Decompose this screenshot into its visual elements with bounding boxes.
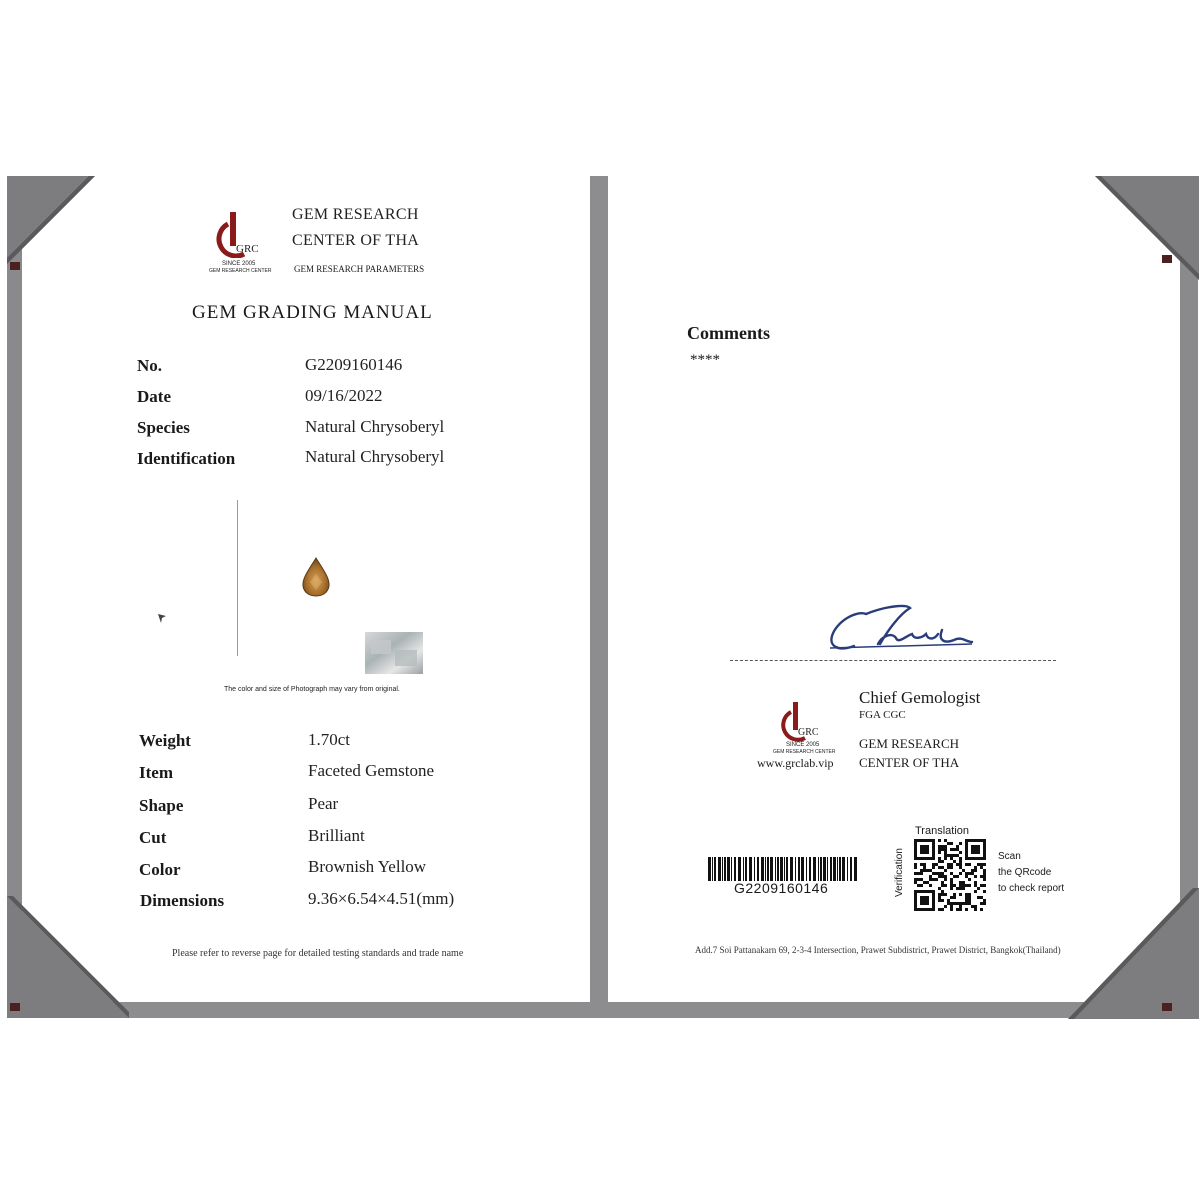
- qr-module: [938, 908, 941, 911]
- qr-module: [977, 896, 980, 899]
- qr-module: [959, 881, 962, 884]
- org-sub-line: GEM RESEARCH PARAMETERS: [294, 264, 425, 274]
- qr-module: [914, 872, 917, 875]
- qr-module: [938, 851, 941, 854]
- field-label-species: Species: [137, 418, 190, 437]
- qr-module: [983, 890, 986, 893]
- qr-module: [950, 842, 953, 845]
- qr-scan-line2: the QRcode: [998, 867, 1052, 878]
- binding-mark: [10, 1003, 20, 1011]
- qr-module: [953, 860, 956, 863]
- qr-module: [950, 857, 953, 860]
- qr-module: [938, 872, 941, 875]
- barcode-bar: [724, 857, 726, 881]
- qr-module: [935, 878, 938, 881]
- qr-finder-module: [920, 896, 929, 905]
- qr-verification-label: Verification: [894, 848, 905, 897]
- field-value-weight: 1.70ct: [308, 730, 351, 749]
- qr-module: [962, 902, 965, 905]
- field-value-identification: Natural Chrysoberyl: [305, 447, 445, 466]
- barcode-bar: [731, 857, 732, 881]
- barcode-bar: [714, 857, 716, 881]
- barcode-bar: [749, 857, 752, 881]
- qr-module: [959, 866, 962, 869]
- qr-module: [929, 869, 932, 872]
- qr-module: [980, 866, 983, 869]
- qr-module: [965, 872, 968, 875]
- qr-module: [938, 896, 941, 899]
- field-label-no: No.: [137, 356, 163, 375]
- qr-module: [950, 872, 953, 875]
- qr-module: [983, 899, 986, 902]
- qr-module: [920, 869, 923, 872]
- qr-module: [941, 908, 944, 911]
- qr-module: [965, 899, 968, 902]
- qr-module: [950, 863, 953, 866]
- barcode-bar: [734, 857, 736, 881]
- qr-module: [941, 890, 944, 893]
- field-value-cut: Brilliant: [308, 826, 365, 845]
- barcode-bar: [801, 857, 804, 881]
- qr-module: [938, 899, 941, 902]
- qr-module: [965, 908, 968, 911]
- barcode-bar: [777, 857, 779, 881]
- qr-finder-module: [920, 845, 929, 854]
- grc-logo-small: [779, 700, 823, 744]
- signer-credentials: FGA CGC: [859, 709, 906, 721]
- barcode-bar: [818, 857, 819, 881]
- barcode-bar: [761, 857, 764, 881]
- field-label-date: Date: [137, 387, 171, 406]
- qr-module: [941, 848, 944, 851]
- qr-module: [926, 881, 929, 884]
- qr-module: [962, 887, 965, 890]
- qr-module: [968, 899, 971, 902]
- field-label-dimensions: Dimensions: [140, 891, 225, 910]
- qr-module: [974, 884, 977, 887]
- qr-module: [935, 863, 938, 866]
- qr-module: [962, 881, 965, 884]
- qr-module: [938, 893, 941, 896]
- qr-module: [932, 872, 935, 875]
- field-label-cut: Cut: [139, 828, 167, 847]
- comments-text: ****: [690, 352, 720, 368]
- qr-module: [938, 866, 941, 869]
- barcode-bar: [809, 857, 811, 881]
- qr-module: [956, 887, 959, 890]
- qr-module: [974, 908, 977, 911]
- qr-module: [977, 887, 980, 890]
- field-label-item: Item: [139, 763, 173, 782]
- barcode-bar: [850, 857, 852, 881]
- qr-module: [980, 902, 983, 905]
- barcode-bar: [842, 857, 845, 881]
- qr-module: [914, 866, 917, 869]
- signer-title: Chief Gemologist: [859, 688, 981, 707]
- qr-module: [983, 863, 986, 866]
- qr-module: [917, 872, 920, 875]
- qr-module: [941, 845, 944, 848]
- qr-module: [974, 875, 977, 878]
- barcode-bar: [854, 857, 857, 881]
- barcode-bar: [743, 857, 744, 881]
- qr-module: [932, 866, 935, 869]
- qr-module: [959, 908, 962, 911]
- signature: [826, 600, 976, 656]
- barcode-number: G2209160146: [734, 880, 829, 896]
- qr-module: [983, 878, 986, 881]
- qr-module: [953, 893, 956, 896]
- qr-module: [980, 863, 983, 866]
- qr-module: [971, 905, 974, 908]
- binding-mark: [1162, 255, 1172, 263]
- barcode-bar: [833, 857, 836, 881]
- qr-module: [959, 884, 962, 887]
- barcode-bar: [790, 857, 793, 881]
- qr-module: [923, 863, 926, 866]
- qr-scan-line1: Scan: [998, 851, 1021, 862]
- qr-module: [953, 884, 956, 887]
- qr-module: [941, 872, 944, 875]
- grc-logo-small-text: GRC: [798, 727, 819, 738]
- qr-module: [974, 905, 977, 908]
- qr-module: [974, 890, 977, 893]
- barcode-bar: [712, 857, 713, 881]
- barcode-bar: [770, 857, 773, 881]
- qr-module: [953, 854, 956, 857]
- qr-module: [968, 878, 971, 881]
- barcode-bar: [823, 857, 826, 881]
- qr-module: [923, 881, 926, 884]
- signature-line: [730, 660, 1056, 661]
- qr-module: [950, 902, 953, 905]
- signer-org-line2: CENTER OF THA: [859, 755, 960, 770]
- logo-center-name-small: GEM RESEARCH CENTER: [773, 749, 836, 755]
- org-name-line1: GEM RESEARCH: [292, 206, 419, 223]
- qr-module: [938, 848, 941, 851]
- qr-module: [968, 872, 971, 875]
- qr-module: [950, 848, 953, 851]
- qr-module: [941, 884, 944, 887]
- qr-module: [980, 884, 983, 887]
- logo-since: SINCE 2005: [222, 261, 256, 267]
- qr-module: [944, 878, 947, 881]
- qr-module: [929, 878, 932, 881]
- qr-module: [965, 893, 968, 896]
- qr-module: [959, 887, 962, 890]
- qr-module: [950, 854, 953, 857]
- qr-module: [944, 869, 947, 872]
- qr-module: [959, 893, 962, 896]
- barcode-bar: [722, 857, 723, 881]
- qr-module: [977, 863, 980, 866]
- qr-module: [947, 863, 950, 866]
- binding-mark: [1162, 1003, 1172, 1011]
- qr-module: [914, 878, 917, 881]
- barcode-bar: [708, 857, 711, 881]
- barcode-bar: [727, 857, 730, 881]
- qr-module: [965, 896, 968, 899]
- barcode-bar: [718, 857, 721, 881]
- barcode-bar: [798, 857, 800, 881]
- qr-module: [950, 878, 953, 881]
- qr-module: [959, 872, 962, 875]
- barcode-bar: [806, 857, 807, 881]
- qr-module: [947, 842, 950, 845]
- qr-module: [959, 902, 962, 905]
- qr-module: [980, 908, 983, 911]
- qr-module: [947, 854, 950, 857]
- qr-module: [923, 869, 926, 872]
- photo-divider: [237, 500, 238, 656]
- field-label-color: Color: [139, 860, 181, 879]
- qr-module: [974, 881, 977, 884]
- field-value-dimensions: 9.36×6.54×4.51(mm): [308, 889, 455, 908]
- left-footer-note: Please refer to reverse page for detailed testing standards and trade name: [172, 948, 464, 959]
- qr-module: [980, 896, 983, 899]
- field-value-shape: Pear: [308, 794, 339, 813]
- qr-module: [965, 884, 968, 887]
- address: Add.7 Soi Pattanakarn 69, 2-3-4 Intersection, Prawet Subdistrict, Prawet District, Bangkok(Thailand): [695, 945, 1061, 955]
- qr-module: [941, 875, 944, 878]
- corner-holder-top-right: [1095, 176, 1199, 280]
- qr-module: [947, 899, 950, 902]
- qr-module: [956, 854, 959, 857]
- qr-module: [950, 884, 953, 887]
- qr-module: [944, 854, 947, 857]
- qr-module: [983, 884, 986, 887]
- qr-module: [983, 902, 986, 905]
- folder-spine: [590, 176, 608, 1018]
- qr-module: [914, 863, 917, 866]
- qr-module: [941, 899, 944, 902]
- qr-module: [938, 860, 941, 863]
- qr-module: [917, 884, 920, 887]
- barcode-bar: [795, 857, 796, 881]
- qr-module: [944, 893, 947, 896]
- qr-module: [965, 902, 968, 905]
- barcode-bar: [813, 857, 816, 881]
- qr-module: [980, 875, 983, 878]
- qr-module: [944, 839, 947, 842]
- qr-module: [962, 884, 965, 887]
- gemstone-photo: [300, 556, 332, 598]
- qr-module: [983, 872, 986, 875]
- qr-module: [968, 893, 971, 896]
- qr-module: [956, 848, 959, 851]
- qr-module: [941, 881, 944, 884]
- qr-module: [938, 887, 941, 890]
- hologram-seal: [365, 632, 423, 674]
- qr-module: [944, 875, 947, 878]
- corner-holder-top-left: [7, 176, 97, 266]
- qr-module: [968, 896, 971, 899]
- corner-holder-bottom-left: [7, 896, 129, 1018]
- scale-dot: [156, 612, 168, 624]
- document-title: GEM GRADING MANUAL: [192, 302, 433, 323]
- qr-module: [959, 863, 962, 866]
- comments-heading: Comments: [687, 323, 770, 343]
- qr-module: [944, 845, 947, 848]
- qr-module: [938, 875, 941, 878]
- qr-module: [956, 902, 959, 905]
- barcode-bar: [767, 857, 769, 881]
- qr-module: [944, 884, 947, 887]
- barcode-bar: [820, 857, 822, 881]
- qr-module: [950, 896, 953, 899]
- qr-module: [944, 851, 947, 854]
- qr-module: [950, 887, 953, 890]
- qr-module: [959, 860, 962, 863]
- qr-module: [938, 857, 941, 860]
- grc-logo-text: GRC: [236, 243, 259, 255]
- field-label-weight: Weight: [139, 731, 191, 750]
- qr-module: [959, 905, 962, 908]
- qr-module: [959, 857, 962, 860]
- barcode-bar: [830, 857, 832, 881]
- qr-module: [968, 902, 971, 905]
- qr-module: [983, 875, 986, 878]
- qr-module: [941, 893, 944, 896]
- barcode-bar: [775, 857, 776, 881]
- qr-module: [965, 875, 968, 878]
- binding-mark: [10, 262, 20, 270]
- field-label-identification: Identification: [137, 449, 236, 468]
- qr-module: [920, 863, 923, 866]
- field-value-no: G2209160146: [305, 355, 403, 374]
- qr-module: [944, 905, 947, 908]
- org-name-line2: CENTER OF THA: [292, 232, 420, 249]
- photo-note: The color and size of Photograph may vary from original.: [224, 686, 400, 693]
- qr-module: [953, 848, 956, 851]
- qr-module: [956, 845, 959, 848]
- qr-module: [947, 866, 950, 869]
- qr-module: [971, 872, 974, 875]
- qr-module: [929, 884, 932, 887]
- qr-translation-label: Translation: [915, 825, 970, 837]
- qr-module: [962, 869, 965, 872]
- barcode-bar: [765, 857, 766, 881]
- qr-module: [935, 872, 938, 875]
- website: www.grclab.vip: [757, 756, 834, 770]
- qr-module: [950, 908, 953, 911]
- qr-module: [965, 863, 968, 866]
- qr-module: [953, 896, 956, 899]
- field-value-date: 09/16/2022: [305, 386, 383, 405]
- qr-module: [959, 851, 962, 854]
- barcode-bar: [784, 857, 785, 881]
- barcode: [708, 857, 858, 881]
- qr-module: [941, 860, 944, 863]
- qr-module: [938, 845, 941, 848]
- qr-module: [944, 857, 947, 860]
- grc-logo: [214, 210, 264, 258]
- field-label-shape: Shape: [139, 796, 184, 815]
- qr-module: [932, 863, 935, 866]
- qr-module: [932, 878, 935, 881]
- qr-module: [956, 908, 959, 911]
- qr-module: [914, 881, 917, 884]
- barcode-bar: [837, 857, 838, 881]
- barcode-bar: [745, 857, 747, 881]
- barcode-bar: [754, 857, 755, 881]
- qr-module: [956, 875, 959, 878]
- folder-bottom-edge: [22, 1002, 1180, 1018]
- qr-module: [941, 866, 944, 869]
- barcode-bar: [827, 857, 828, 881]
- qr-module: [950, 881, 953, 884]
- qr-module: [923, 866, 926, 869]
- corner-holder-bottom-right: [1068, 888, 1199, 1019]
- qr-module: [944, 848, 947, 851]
- qr-module: [974, 869, 977, 872]
- qr-module: [926, 869, 929, 872]
- qr-module: [947, 902, 950, 905]
- qr-module: [956, 863, 959, 866]
- qr-code[interactable]: [914, 839, 986, 911]
- qr-module: [938, 839, 941, 842]
- qr-module: [917, 878, 920, 881]
- qr-module: [968, 884, 971, 887]
- barcode-bar: [786, 857, 788, 881]
- signer-org-line1: GEM RESEARCH: [859, 736, 960, 751]
- field-value-item: Faceted Gemstone: [308, 761, 435, 780]
- qr-module: [950, 866, 953, 869]
- qr-module: [920, 884, 923, 887]
- qr-finder-module: [971, 845, 980, 854]
- logo-center-name: GEM RESEARCH CENTER: [209, 268, 272, 274]
- barcode-bar: [780, 857, 783, 881]
- qr-module: [953, 875, 956, 878]
- qr-module: [971, 869, 974, 872]
- field-value-species: Natural Chrysoberyl: [305, 417, 445, 436]
- barcode-bar: [847, 857, 848, 881]
- qr-module: [974, 866, 977, 869]
- barcode-bar: [839, 857, 841, 881]
- qr-module: [950, 905, 953, 908]
- barcode-bar: [757, 857, 759, 881]
- logo-since-small: SINCE 2005: [786, 742, 820, 748]
- qr-module: [968, 863, 971, 866]
- field-value-color: Brownish Yellow: [308, 857, 427, 876]
- qr-scan-line3: to check report: [998, 883, 1065, 894]
- qr-module: [953, 902, 956, 905]
- qr-module: [920, 872, 923, 875]
- qr-module: [983, 869, 986, 872]
- qr-module: [929, 875, 932, 878]
- qr-module: [959, 842, 962, 845]
- qr-module: [920, 878, 923, 881]
- barcode-bar: [738, 857, 741, 881]
